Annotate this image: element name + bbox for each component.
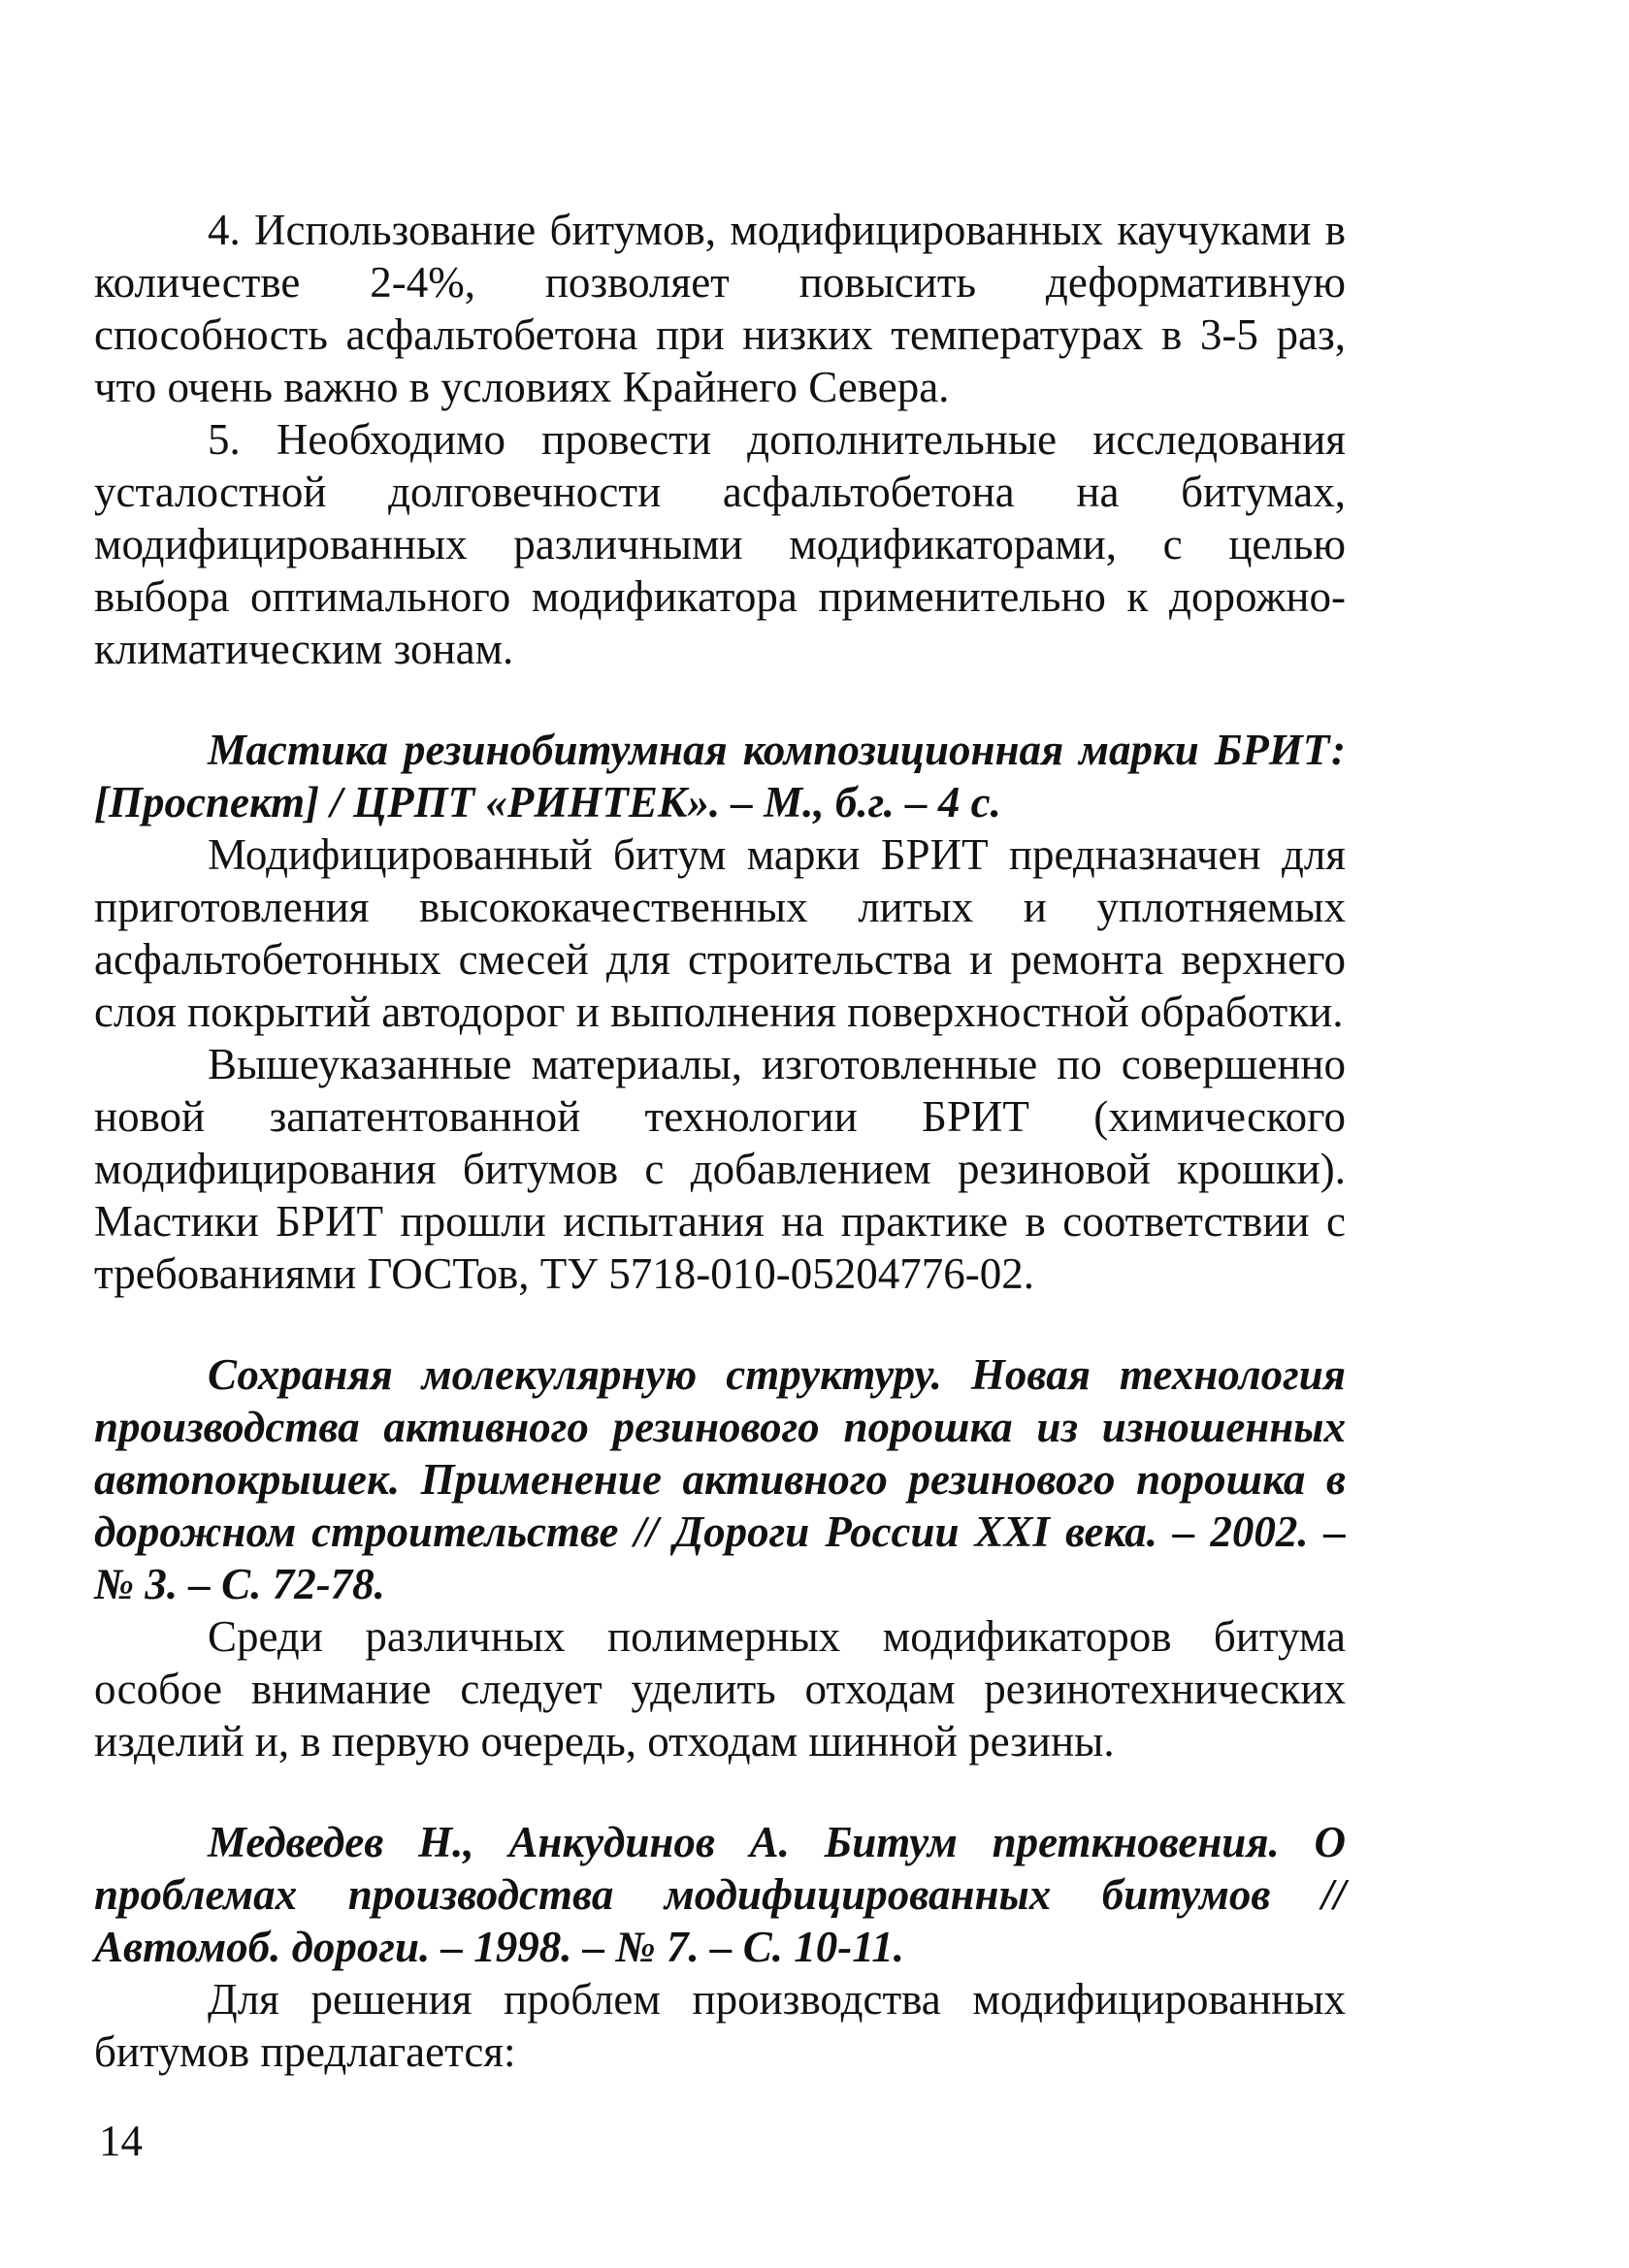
annotation-paragraph: Для решения проблем производства модифицированных битумов предлагается: [94,1975,1346,2076]
paragraph-item-5: 5. Необходимо провести дополнительные исследования усталостной долговечности асфальтобетона на битумах, модифицированных различными модификаторами, с целью выбора оптимального модификатора применительно к дорожно-климатическим зонам. [94,415,1346,673]
bibliography-entry-rubber-powder [94,1348,1346,1767]
document-page [94,204,1346,2078]
reference-title: Мастика резинобитумная композиционная марки БРИТ: [Проспект] / ЦРПТ «РИНТЕК». – М., б.г. – 4 с. [94,726,1346,826]
annotation-paragraph: Среди различных полимерных модификаторов битума особое внимание следует уделить отходам резинотехнических изделий и, в первую очередь, отходам шинной резины. [94,1612,1346,1766]
annotation-paragraph: Модифицированный битум марки БРИТ предназначен для приготовления высококачественных литых и уплотняемых асфальтобетонных смесей для строительства и ремонта верхнего слоя покрытий автодорог и выполнения поверхностной обработки. [94,830,1346,1036]
paragraph-item-4: 4. Использование битумов, модифицированных каучуками в количестве 2-4%, позволяет повысить деформативную способность асфальтобетона при низких температурах в 3-5 раз, что очень важно в условиях Крайнего Севера. [94,206,1346,411]
bibliography-entry-brit [94,724,1346,1300]
page-number: 14 [99,2117,143,2165]
reference-title: Медведев Н., Анкудинов А. Битум преткновения. О проблемах производства модифицированных битумов // Автомоб. дороги. – 1998. – № 7. – С. 10-11. [94,1818,1346,1971]
annotation-paragraph: Вышеуказанные материалы, изготовленные по совершенно новой запатентованной технологии БРИТ (химического модифицирования битумов с добавлением резиновой крошки). Мастики БРИТ прошли испытания на практике в соответствии с требованиями ГОСТов, ТУ 5718-010-05204776-02. [94,1040,1346,1298]
bibliography-entry-medvedev [94,1816,1346,2078]
reference-title: Сохраняя молекулярную структуру. Новая технология производства активного резинового порошка из изношенных автопокрышек. Применение активного резинового порошка в дорожном строительстве // Дороги России XXI века. – 2002. – № 3. – С. 72-78. [94,1350,1346,1608]
